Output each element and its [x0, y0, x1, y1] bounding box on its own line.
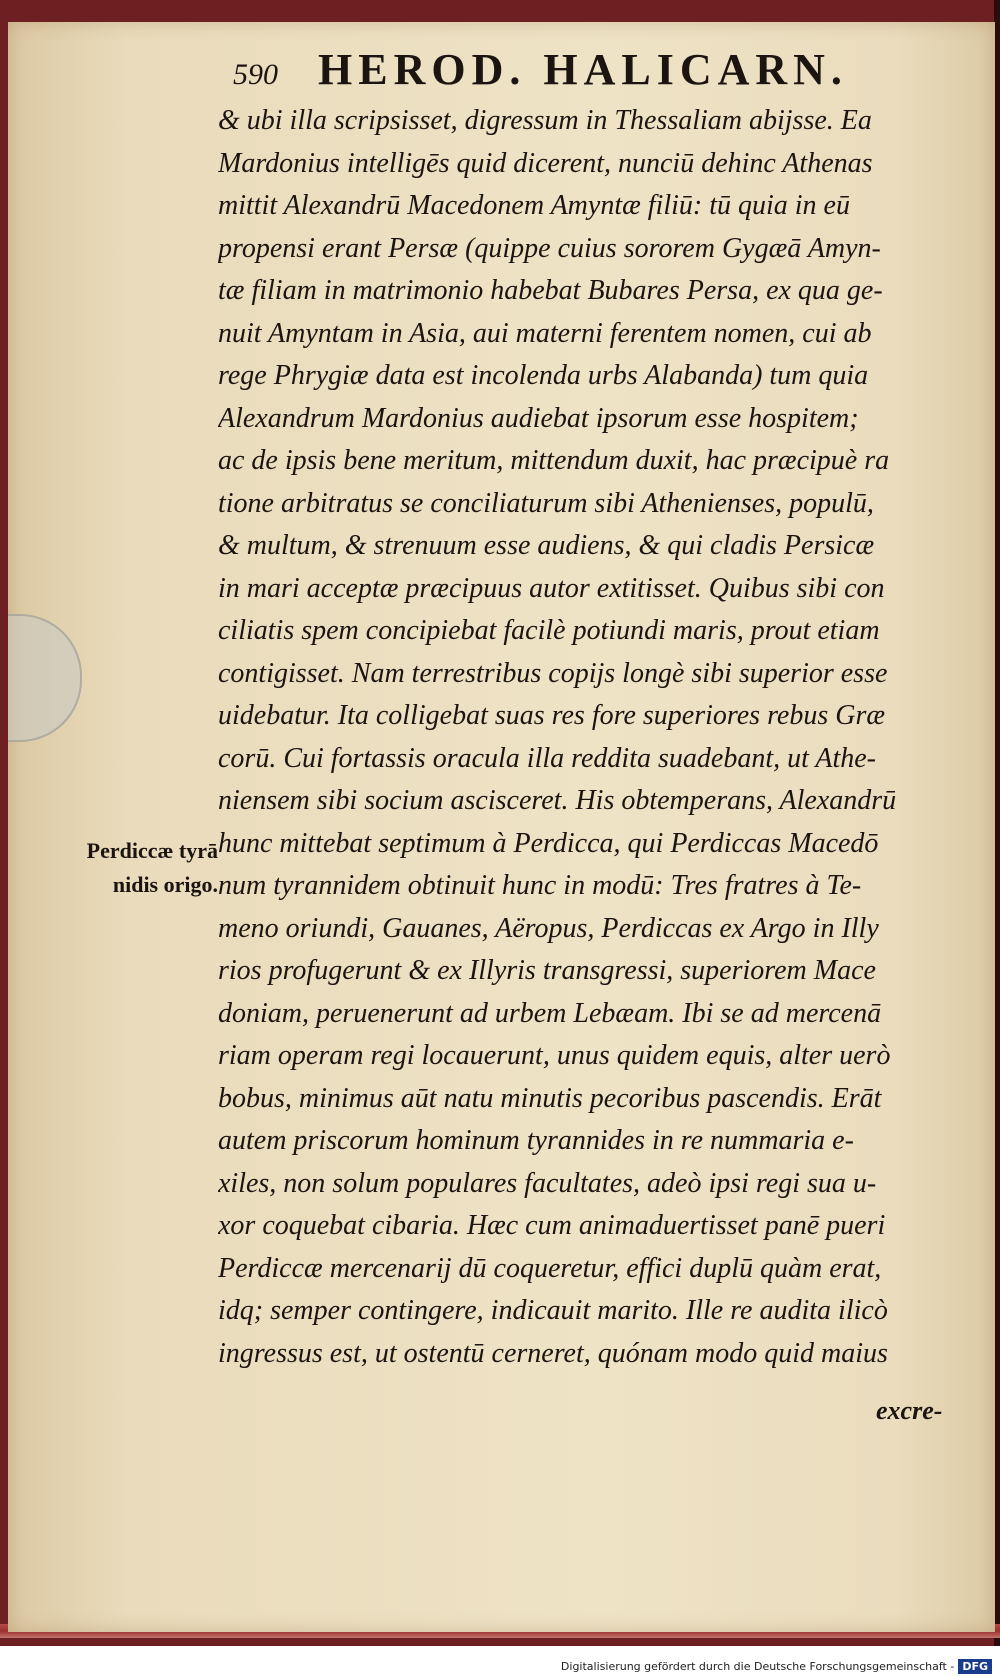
page-title: HEROD. HALICARN. [318, 45, 848, 94]
text-line: Mardonius intelligēs quid dicerent, nunciū dehinc Athenas [218, 147, 873, 179]
catchword: excre- [876, 1396, 943, 1425]
text-line: idq; semper contingere, indicauit marito. Ille re audita ilicò [218, 1295, 888, 1326]
running-head [233, 44, 913, 95]
text-line: Alexandrum Mardonius audiebat ipsorum esse hospitem; [218, 402, 859, 434]
text-line: hunc mittebat septimum à Perdicca, qui Perdiccas Macedō [218, 827, 879, 859]
page-number: 590 [233, 58, 278, 91]
text-line: doniam, peruenerunt ad urbem Lebæam. Ibi se ad mercenā [218, 997, 882, 1029]
text-line: meno oriundi, Gauanes, Aëropus, Perdiccas ex Argo in Illy [218, 912, 879, 944]
text-line: Perdiccæ mercenarij dū coqueretur, effici duplū quàm erat, [218, 1252, 882, 1284]
text-line: xiles, non solum populares facultates, adeò ipsi regi sua u- [218, 1167, 877, 1199]
text-line: rios profugerunt & ex Illyris transgressi, superiorem Mace [218, 955, 876, 986]
dfg-logo-icon: DFG [958, 1659, 992, 1674]
text-line: xor coquebat cibaria. Hæc cum animaduertisset panē pueri [218, 1210, 886, 1241]
text-line: nuit Amyntam in Asia, aui materni ferentem nomen, cui ab [218, 317, 872, 349]
marginal-note-line: nidis origo. [112, 872, 218, 897]
text-line: ciliatis spem concipiebat facilè potiundi maris, prout etiam [218, 615, 880, 646]
text-line: ac de ipsis bene meritum, mittendum duxit, hac præcipuè ra [218, 445, 890, 476]
main-text [218, 100, 978, 1375]
text-line: num tyrannidem obtinuit hunc in modū: Tres fratres à Te- [218, 870, 862, 901]
text-line: propensi erant Persæ (quippe cuius sororem Gygæā Amyn- [218, 232, 881, 264]
text-line: tæ filiam in matrimonio habebat Bubares Persa, ex qua ge- [218, 275, 883, 306]
text-line: corū. Cui fortassis oracula illa reddita suadebant, ut Athe- [218, 742, 876, 774]
text-line: contigisset. Nam terrestribus copijs longè sibi superior esse [218, 657, 888, 689]
credit-text: Digitalisierung gefördert durch die Deutsche Forschungsgemeinschaft - [560, 1660, 955, 1673]
marginal-note-line: Perdiccæ tyrā [86, 838, 218, 863]
marginal-note [38, 834, 218, 902]
text-line: bobus, minimus aūt natu minutis pecoribus pascendis. Erāt [218, 1082, 882, 1114]
text-line: mittit Alexandrū Macedonem Amyntæ filiū: tū quia in eū [218, 190, 850, 221]
digitization-credit [561, 1659, 992, 1674]
text-line: tione arbitratus se conciliaturum sibi Athenienses, populū, [218, 487, 874, 519]
text-line: & ubi illa scripsisset, digressum in Thessaliam abijsse. Ea [218, 105, 872, 136]
text-line: niensem sibi socium ascisceret. His obtemperans, Alexandrū [218, 785, 897, 816]
text-line: ingressus est, ut ostentū cerneret, quónam modo quid maius [218, 1337, 888, 1369]
text-line: uidebatur. Ita colligebat suas res fore superiores rebus Græ [218, 700, 886, 731]
book-page [8, 22, 995, 1632]
text-line: in mari acceptæ præcipuus autor extitisset. Quibus sibi con [218, 572, 885, 604]
text-line: riam operam regi locauerunt, unus quidem equis, alter uerò [218, 1040, 891, 1071]
scan-clip-tab [8, 614, 82, 742]
text-line: autem priscorum hominum tyrannides in re nummaria e- [218, 1125, 854, 1156]
text-line: & multum, & strenuum esse audiens, & qui cladis Persicæ [218, 530, 875, 561]
text-line: rege Phrygiæ data est incolenda urbs Alabanda) tum quia [218, 360, 869, 391]
